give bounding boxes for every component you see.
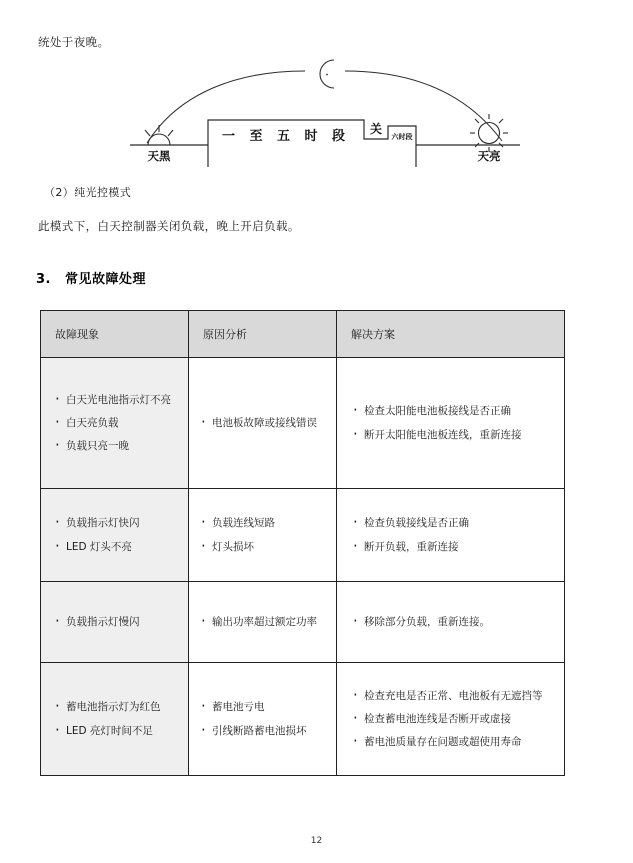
lead-paragraph: 统处于夜晚。 <box>38 35 110 49</box>
cell-solution <box>337 582 565 663</box>
cell-cause <box>189 663 337 776</box>
time-control-waveform-diagram <box>120 55 530 175</box>
rising-sun-icon <box>470 114 508 152</box>
solution-list <box>353 615 554 629</box>
cell-symptom <box>41 489 189 582</box>
cause-list <box>201 516 326 553</box>
symptom-list <box>55 516 178 553</box>
list-item: · 检查充电是否正常、电池板有无遮挡等 <box>353 689 554 703</box>
symptom-list <box>55 615 178 629</box>
cell-symptom <box>41 582 189 663</box>
list-item: · 移除部分负载，重新连接。 <box>353 615 554 629</box>
list-item: · 白天光电池指示灯不亮 <box>55 393 178 407</box>
section-title: 常见故障处理 <box>64 272 146 287</box>
waveform-svg <box>120 55 530 175</box>
cell-symptom <box>41 358 189 489</box>
cell-cause <box>189 582 337 663</box>
table-row <box>41 358 565 489</box>
list-item: · 检查蓄电池连线是否断开或虚接 <box>353 712 554 726</box>
list-item: · LED 灯头不亮 <box>55 540 178 554</box>
list-item: · 断开负载，重新连接 <box>353 540 554 554</box>
column-header-cause: 原因分析 <box>189 311 337 358</box>
list-item: · 蓄电池指示灯为红色 <box>55 700 178 714</box>
section-heading <box>36 268 146 287</box>
solution-list <box>353 689 554 750</box>
list-item: · 负载只亮一晚 <box>55 439 178 453</box>
cell-cause <box>189 489 337 582</box>
list-item: · 蓄电池质量存在问题或超使用寿命 <box>353 735 554 749</box>
cell-cause <box>189 358 337 489</box>
list-item: · 引线断路蓄电池损坏 <box>201 724 326 738</box>
column-header-solution: 解决方案 <box>337 311 565 358</box>
table-body <box>41 358 565 776</box>
crescent-moon-icon <box>320 60 334 88</box>
list-item: · 负载指示灯快闪 <box>55 516 178 530</box>
list-item: · 灯头损坏 <box>201 540 326 554</box>
table-header-row <box>41 311 565 358</box>
symptom-list <box>55 393 178 454</box>
fault-handling-table <box>40 310 565 776</box>
section-number: 3. <box>36 272 51 287</box>
list-item: · 白天亮负载 <box>55 416 178 430</box>
column-header-symptom: 故障现象 <box>41 311 189 358</box>
off-label: 关 <box>369 122 383 136</box>
table-row <box>41 489 565 582</box>
solution-list <box>353 404 554 441</box>
cause-list <box>201 615 326 629</box>
sixth-period-label: 六时段 <box>391 133 413 141</box>
dusk-label: 天黑 <box>147 149 171 163</box>
list-item: · 蓄电池亏电 <box>201 700 326 714</box>
cause-list <box>201 416 326 430</box>
setting-sun-icon <box>145 125 173 145</box>
solution-list <box>353 516 554 553</box>
cause-list <box>201 700 326 737</box>
list-item: · 检查太阳能电池板接线是否正确 <box>353 404 554 418</box>
list-item: · 检查负载接线是否正确 <box>353 516 554 530</box>
mode-label: （2）纯光控模式 <box>44 186 132 199</box>
cell-solution <box>337 358 565 489</box>
cell-solution <box>337 663 565 776</box>
list-item: · LED 亮灯时间不足 <box>55 724 178 738</box>
period-label: 一 至 五 时 段 <box>221 129 351 144</box>
list-item: · 输出功率超过额定功率 <box>201 615 326 629</box>
list-item: · 负载连线短路 <box>201 516 326 530</box>
cell-symptom <box>41 663 189 776</box>
page-number: 12 <box>310 836 323 846</box>
table-row <box>41 582 565 663</box>
table-row <box>41 663 565 776</box>
list-item: · 电池板故障或接线错误 <box>201 416 326 430</box>
dawn-label: 天亮 <box>477 149 501 163</box>
list-item: · 断开太阳能电池板连线，重新连接 <box>353 428 554 442</box>
symptom-list <box>55 700 178 737</box>
mode-description: 此模式下，白天控制器关闭负载，晚上开启负载。 <box>38 219 300 233</box>
cell-solution <box>337 489 565 582</box>
list-item: · 负载指示灯慢闪 <box>55 615 178 629</box>
